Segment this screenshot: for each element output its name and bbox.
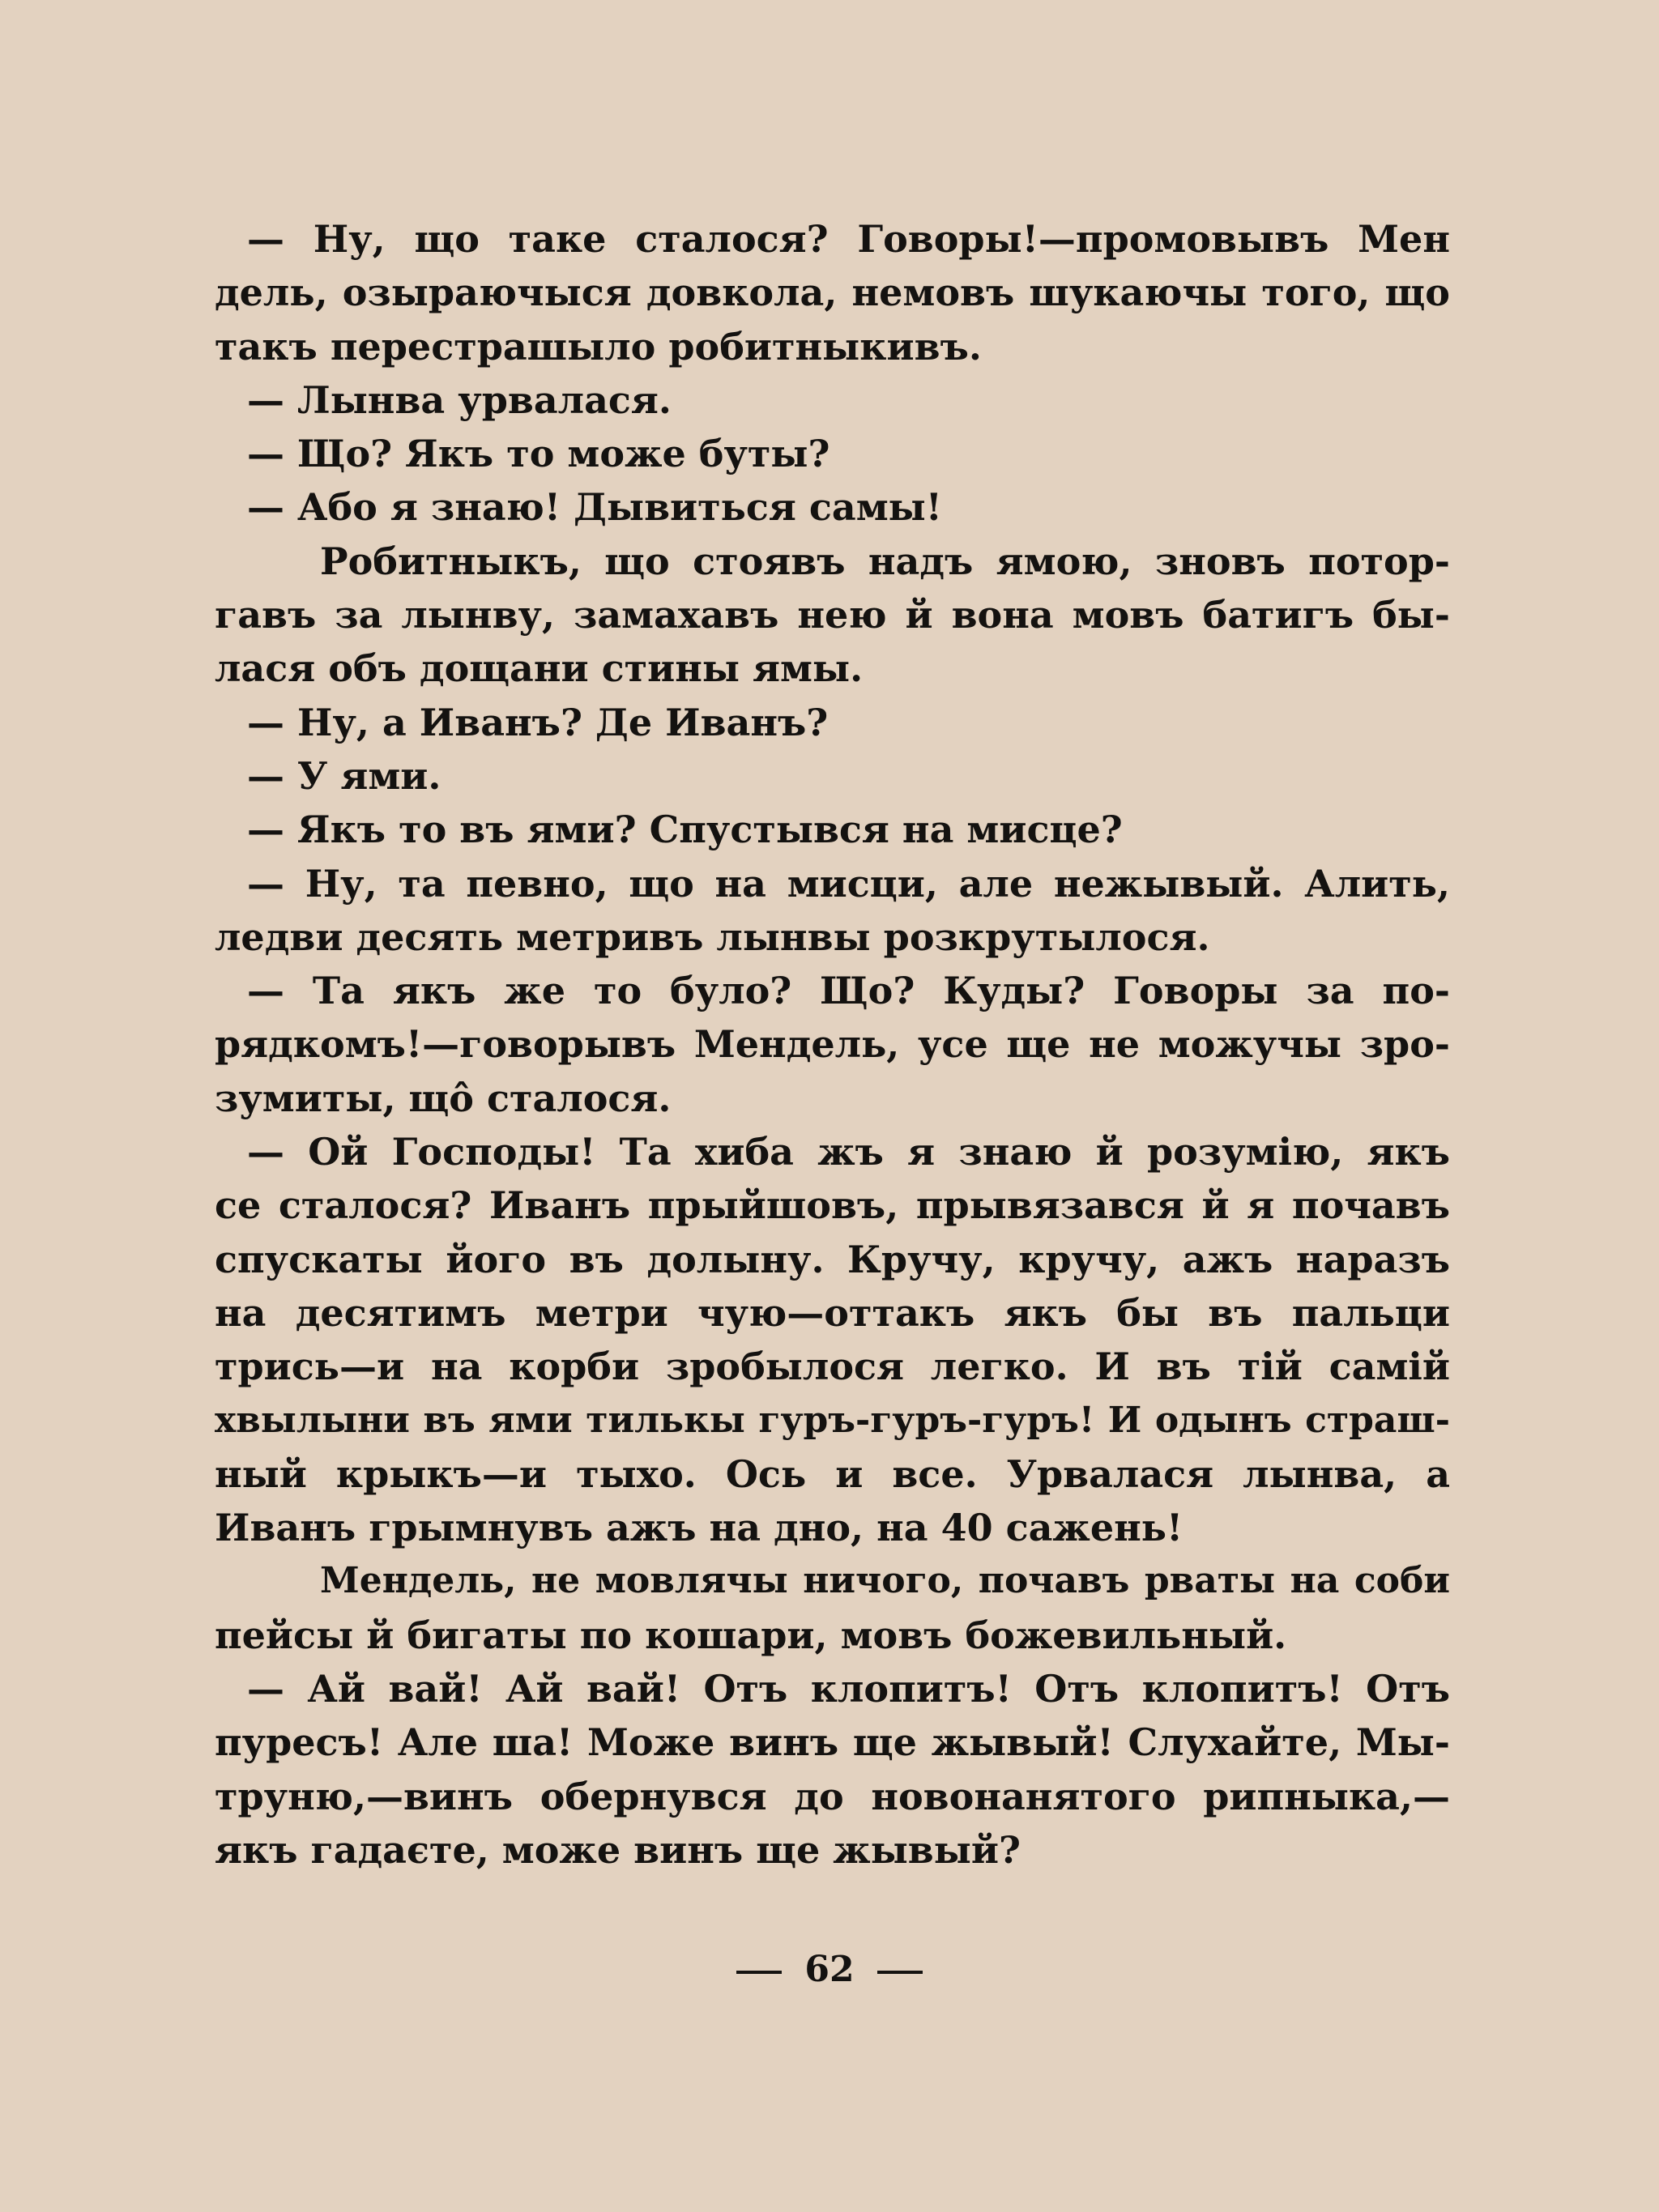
dash-ornament-left	[736, 1971, 782, 1974]
text-line: — Ну, що таке сталося? Говоры!—промовывъ Мен	[247, 217, 1450, 261]
text-line: — Якъ то въ ями? Спустывся на мисце?	[247, 808, 1123, 852]
text-line: трись—и на корби зробылося легко. И въ тій самій	[215, 1345, 1450, 1389]
text-line: такъ перестрашыло робитныкивъ.	[215, 324, 982, 369]
text-line: спускаты його въ долыну. Кручу, кручу, ажъ наразъ	[215, 1237, 1450, 1281]
page-text	[215, 212, 1450, 1877]
text-line: — Ай вай! Ай вай! Отъ клопитъ! Отъ клопитъ! Отъ	[247, 1667, 1450, 1711]
text-line: — Ну, та певно, що на мисци, але нежывый. Алить,	[247, 861, 1450, 906]
text-line: — Та якъ же то було? Що? Куды? Говоры за по-	[247, 969, 1450, 1013]
text-line: пейсы й бигаты по кошари, мовъ божевильный.	[215, 1613, 1287, 1657]
text-line: дель, озыраючыся довкола, немовъ шукаючы того, що	[215, 271, 1450, 315]
text-line: якъ гадаєте, може винъ ще жывый?	[215, 1827, 1021, 1872]
text-line: гавъ за лынву, замахавъ нею й вона мовъ батигъ бы-	[215, 593, 1450, 637]
text-line: — Лынва урвалася.	[247, 377, 672, 422]
text-line: Иванъ грымнувъ ажъ на дно, на 40 сажень!	[215, 1506, 1183, 1550]
text-line: Робитныкъ, що стоявъ надъ ямою, зновъ потор-	[320, 539, 1450, 583]
text-line: — Ну, а Иванъ? Де Иванъ?	[247, 700, 829, 744]
text-line: пуресъ! Але ша! Може винъ ще жывый! Слухайте, Мы-	[215, 1720, 1450, 1765]
page-number: 62	[804, 1949, 855, 1990]
text-line: ледви десять метривъ лынвы розкрутылося.	[215, 914, 1210, 959]
page-number-footer	[0, 1946, 1659, 1994]
text-line: на десятимъ метри чую—оттакъ якъ бы въ пальци	[215, 1290, 1450, 1335]
dash-ornament-right	[877, 1971, 923, 1974]
text-line: рядкомъ!—говорывъ Мендель, усе ще не можучы зро-	[215, 1022, 1450, 1067]
text-line: — Або я знаю! Дывиться самы!	[247, 485, 942, 530]
text-line: лася объ дощани стины ямы.	[215, 646, 864, 691]
text-line: ный крыкъ—и тыхо. Ось и все. Урвалася лынва, а	[215, 1451, 1450, 1496]
text-line: хвылыни въ ями тилькы гуръ-гуръ-гуръ! И одынъ страш-	[215, 1399, 1450, 1441]
text-line: — Що? Якъ то може буты?	[247, 432, 830, 476]
text-line: труню,—винъ обернувся до новонанятого рипныка,—	[215, 1774, 1450, 1818]
text-line: — Ой Господы! Та хиба жъ я знаю й розумію, якъ	[247, 1130, 1450, 1174]
text-line: се сталося? Иванъ прыйшовъ, прывязався й я почавъ	[215, 1183, 1450, 1228]
text-line: Мендель, не мовлячы ничого, почавъ рваты на соби	[320, 1560, 1450, 1602]
text-line: зумиты, щô сталося.	[215, 1076, 672, 1120]
text-line: — У ями.	[247, 753, 441, 798]
